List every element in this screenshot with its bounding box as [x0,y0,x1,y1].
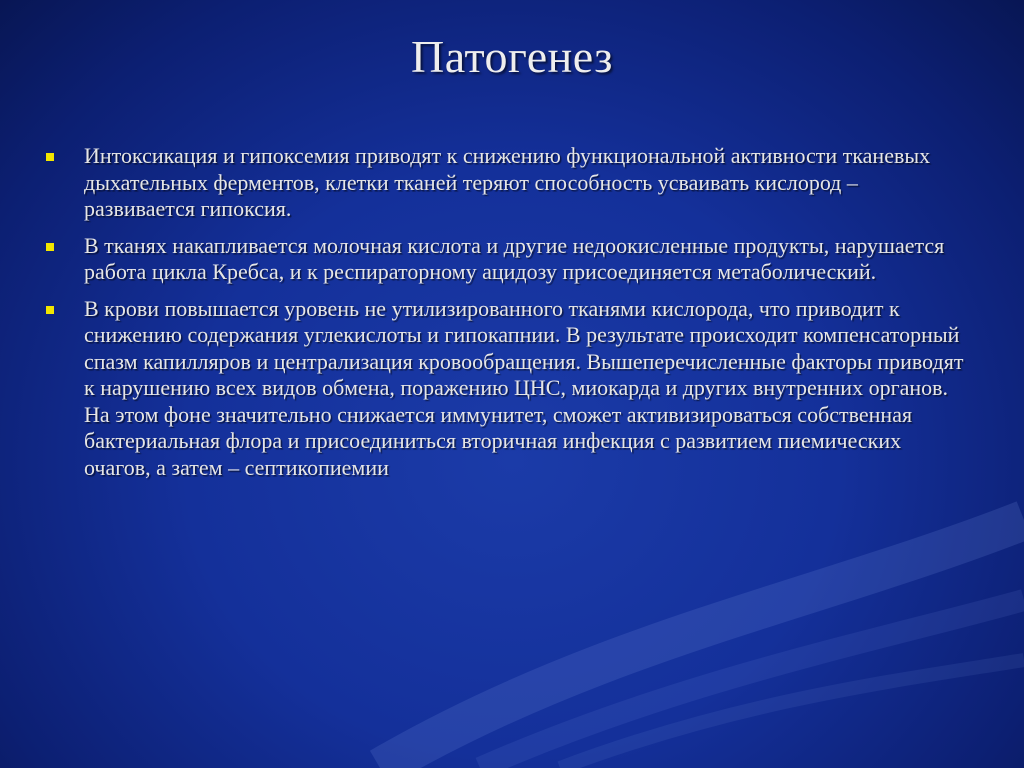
bullet-item [42,143,972,223]
slide-title: Патогенез [411,31,613,82]
square-bullet-icon [46,306,54,314]
bullet-item [42,296,972,482]
bullet-item [42,233,972,286]
bullet-text: В крови повышается уровень не утилизированного тканями кислорода, что приводит к снижению содержания углекислоты и гипокапнии. В результате происходит компенсаторный спазм капилляров и централизация кровообращения. Вышеперечисленные факторы приводят к нарушению всех видов обмена, поражению ЦНС, миокарда и других внутренних органов. На этом фоне значительно снижается иммунитет, сможет активизироваться собственная бактериальная флора и присоединиться вторичная инфекция с развитием пиемических очагов, а затем – септикопиемии [84,295,964,480]
bullet-list [42,143,972,491]
square-bullet-icon [46,243,54,251]
bullet-text: Интоксикация и гипоксемия приводят к снижению функциональной активности тканевых дыхательных ферментов, клетки тканей теряют способность усваивать кислород – развивается гипоксия. [84,143,931,221]
square-bullet-icon [46,153,54,161]
bullet-text: В тканях накапливается молочная кислота и другие недоокисленные продукты, нарушается работа цикла Кребса, и к респираторному ацидозу присоединяется метаболический. [84,232,945,284]
